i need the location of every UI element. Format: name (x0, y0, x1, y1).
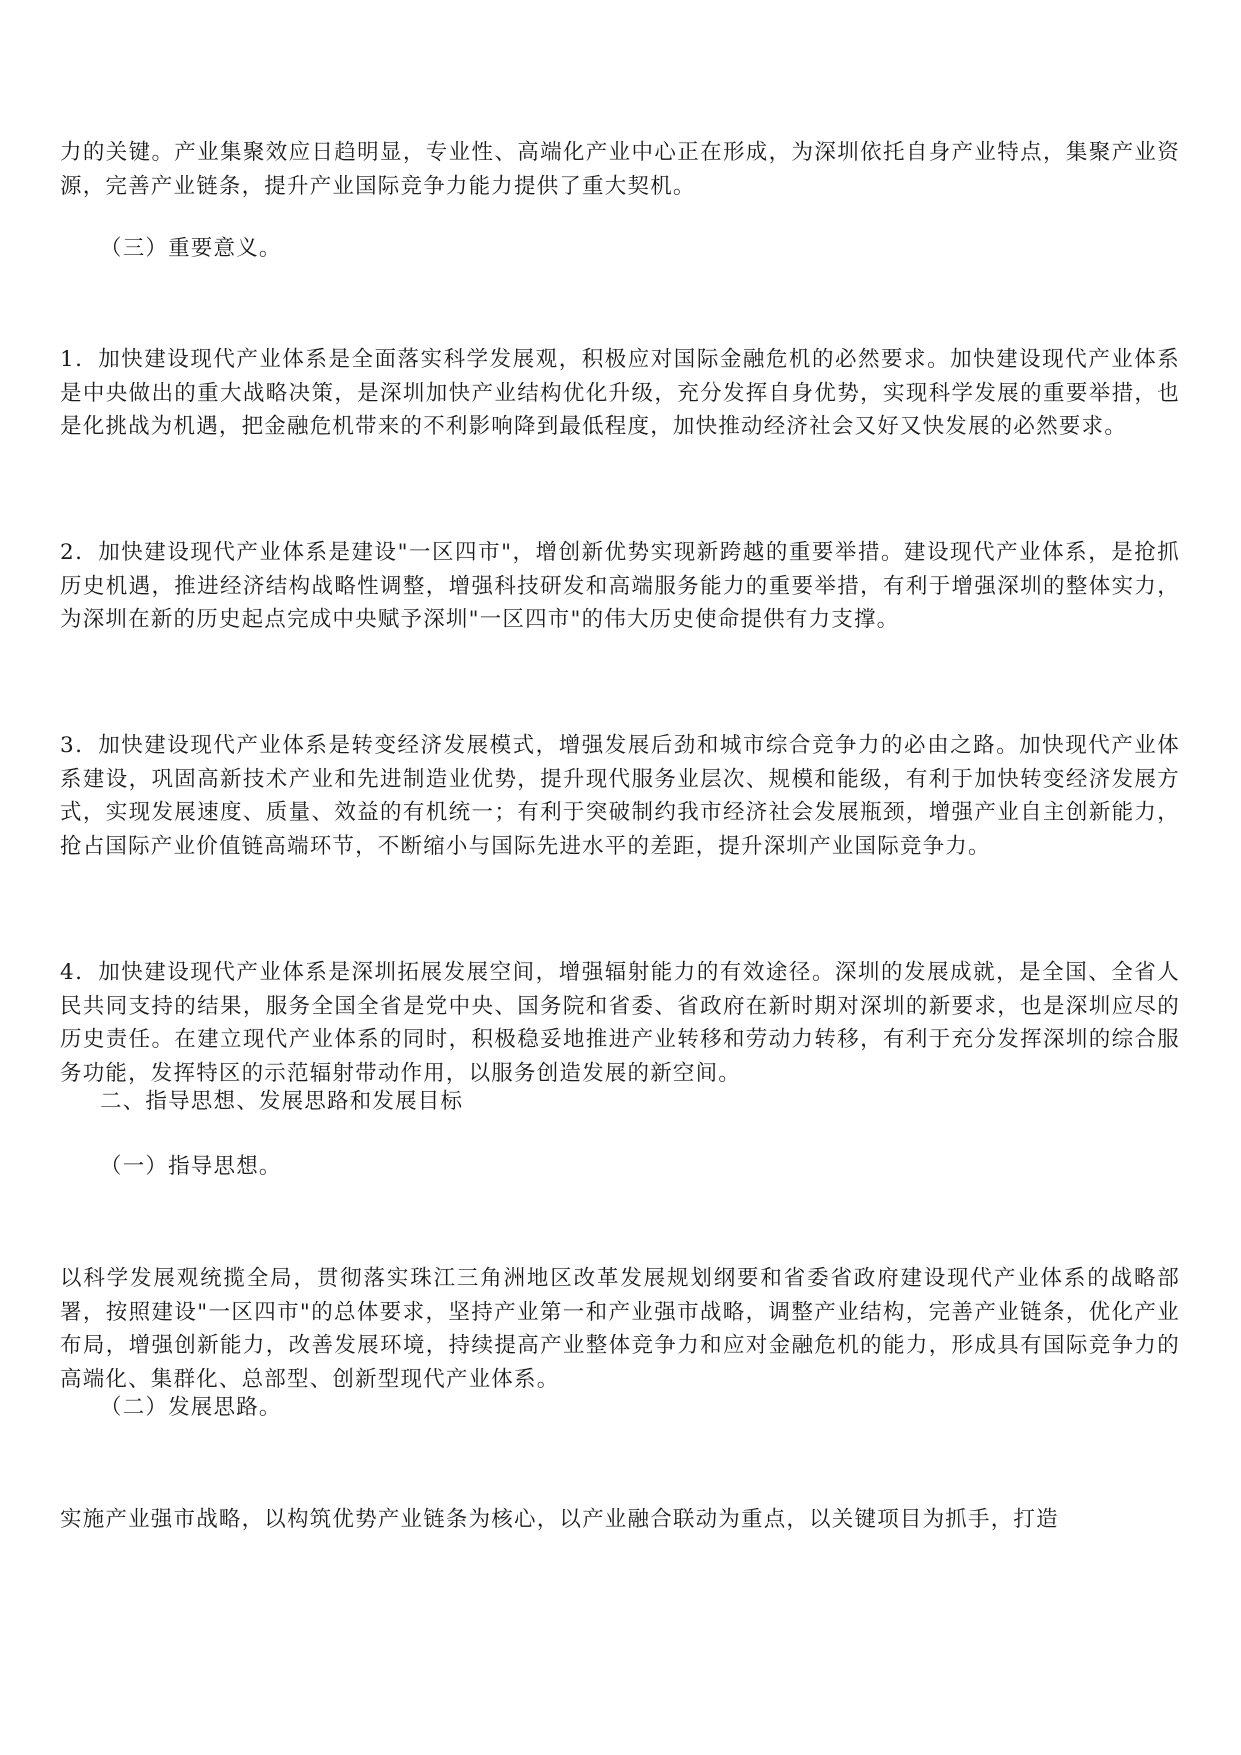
paragraph-point-1: 1．加快建设现代产业体系是全面落实科学发展观，积极应对国际金融危机的必然要求。加快建设现代产业体系是中央做出的重大战略决策，是深圳加快产业结构优化升级，充分发挥自身优势，实现科学发展的重要举措，也是化挑战为机遇，把金融危机带来的不利影响降到最低程度，加快推动经济社会又好又快发展的必然要求。 (60, 347, 1180, 439)
heading-significance: （三）重要意义。 (100, 236, 282, 261)
heading-section-2: 二、指导思想、发展思路和发展目标 (100, 1089, 464, 1114)
paragraph-point-2: 2．加快建设现代产业体系是建设"一区四市"，增创新优势实现新跨越的重要举措。建设现代产业体系，是抢抓历史机遇，推进经济结构战略性调整，增强科技研发和高端服务能力的重要举措，有利于增强深圳的整体实力，为深圳在新的历史起点完成中央赋予深圳"一区四市"的伟大历史使命提供有力支撑。 (60, 540, 1180, 632)
paragraph-guiding-ideology: 以科学发展观统揽全局，贯彻落实珠江三角洲地区改革发展规划纲要和省委省政府建设现代产业体系的战略部署，按照建设"一区四市"的总体要求，坚持产业第一和产业强市战略，调整产业结构，完善产业链条，优化产业布局，增强创新能力，改善发展环境，持续提高产业整体竞争力和应对金融危机的能力，形成具有国际竞争力的高端化、集群化、总部型、创新型现代产业体系。 (60, 1266, 1180, 1392)
paragraph-point-4: 4．加快建设现代产业体系是深圳拓展发展空间，增强辐射能力的有效途径。深圳的发展成就，是全国、全省人民共同支持的结果，服务全国全省是党中央、国务院和省委、省政府在新时期对深圳的新要求，也是深圳应尽的历史责任。在建立现代产业体系的同时，积极稳妥地推进产业转移和劳动力转移，有利于充分发挥深圳的综合服务功能，发挥特区的示范辐射带动作用，以服务创造发展的新空间。 (60, 960, 1180, 1086)
paragraph-development-ideas: 实施产业强市战略，以构筑优势产业链条为核心，以产业融合联动为重点，以关键项目为抓手，打造 (60, 1507, 1059, 1532)
paragraph-intro: 力的关键。产业集聚效应日趋明显，专业性、高端化产业中心正在形成，为深圳依托自身产业特点，集聚产业资源，完善产业链条，提升产业国际竞争力能力提供了重大契机。 (60, 140, 1180, 199)
heading-development-ideas: （二）发展思路。 (100, 1395, 282, 1420)
heading-guiding-ideology: （一）指导思想。 (100, 1154, 282, 1179)
paragraph-point-3: 3．加快建设现代产业体系是转变经济发展模式，增强发展后劲和城市综合竞争力的必由之路。加快现代产业体系建设，巩固高新技术产业和先进制造业优势，提升现代服务业层次、规模和能级，有利于加快转变经济发展方式，实现发展速度、质量、效益的有机统一；有利于突破制约我市经济社会发展瓶颈，增强产业自主创新能力，抢占国际产业价值链高端环节，不断缩小与国际先进水平的差距，提升深圳产业国际竞争力。 (60, 733, 1180, 859)
